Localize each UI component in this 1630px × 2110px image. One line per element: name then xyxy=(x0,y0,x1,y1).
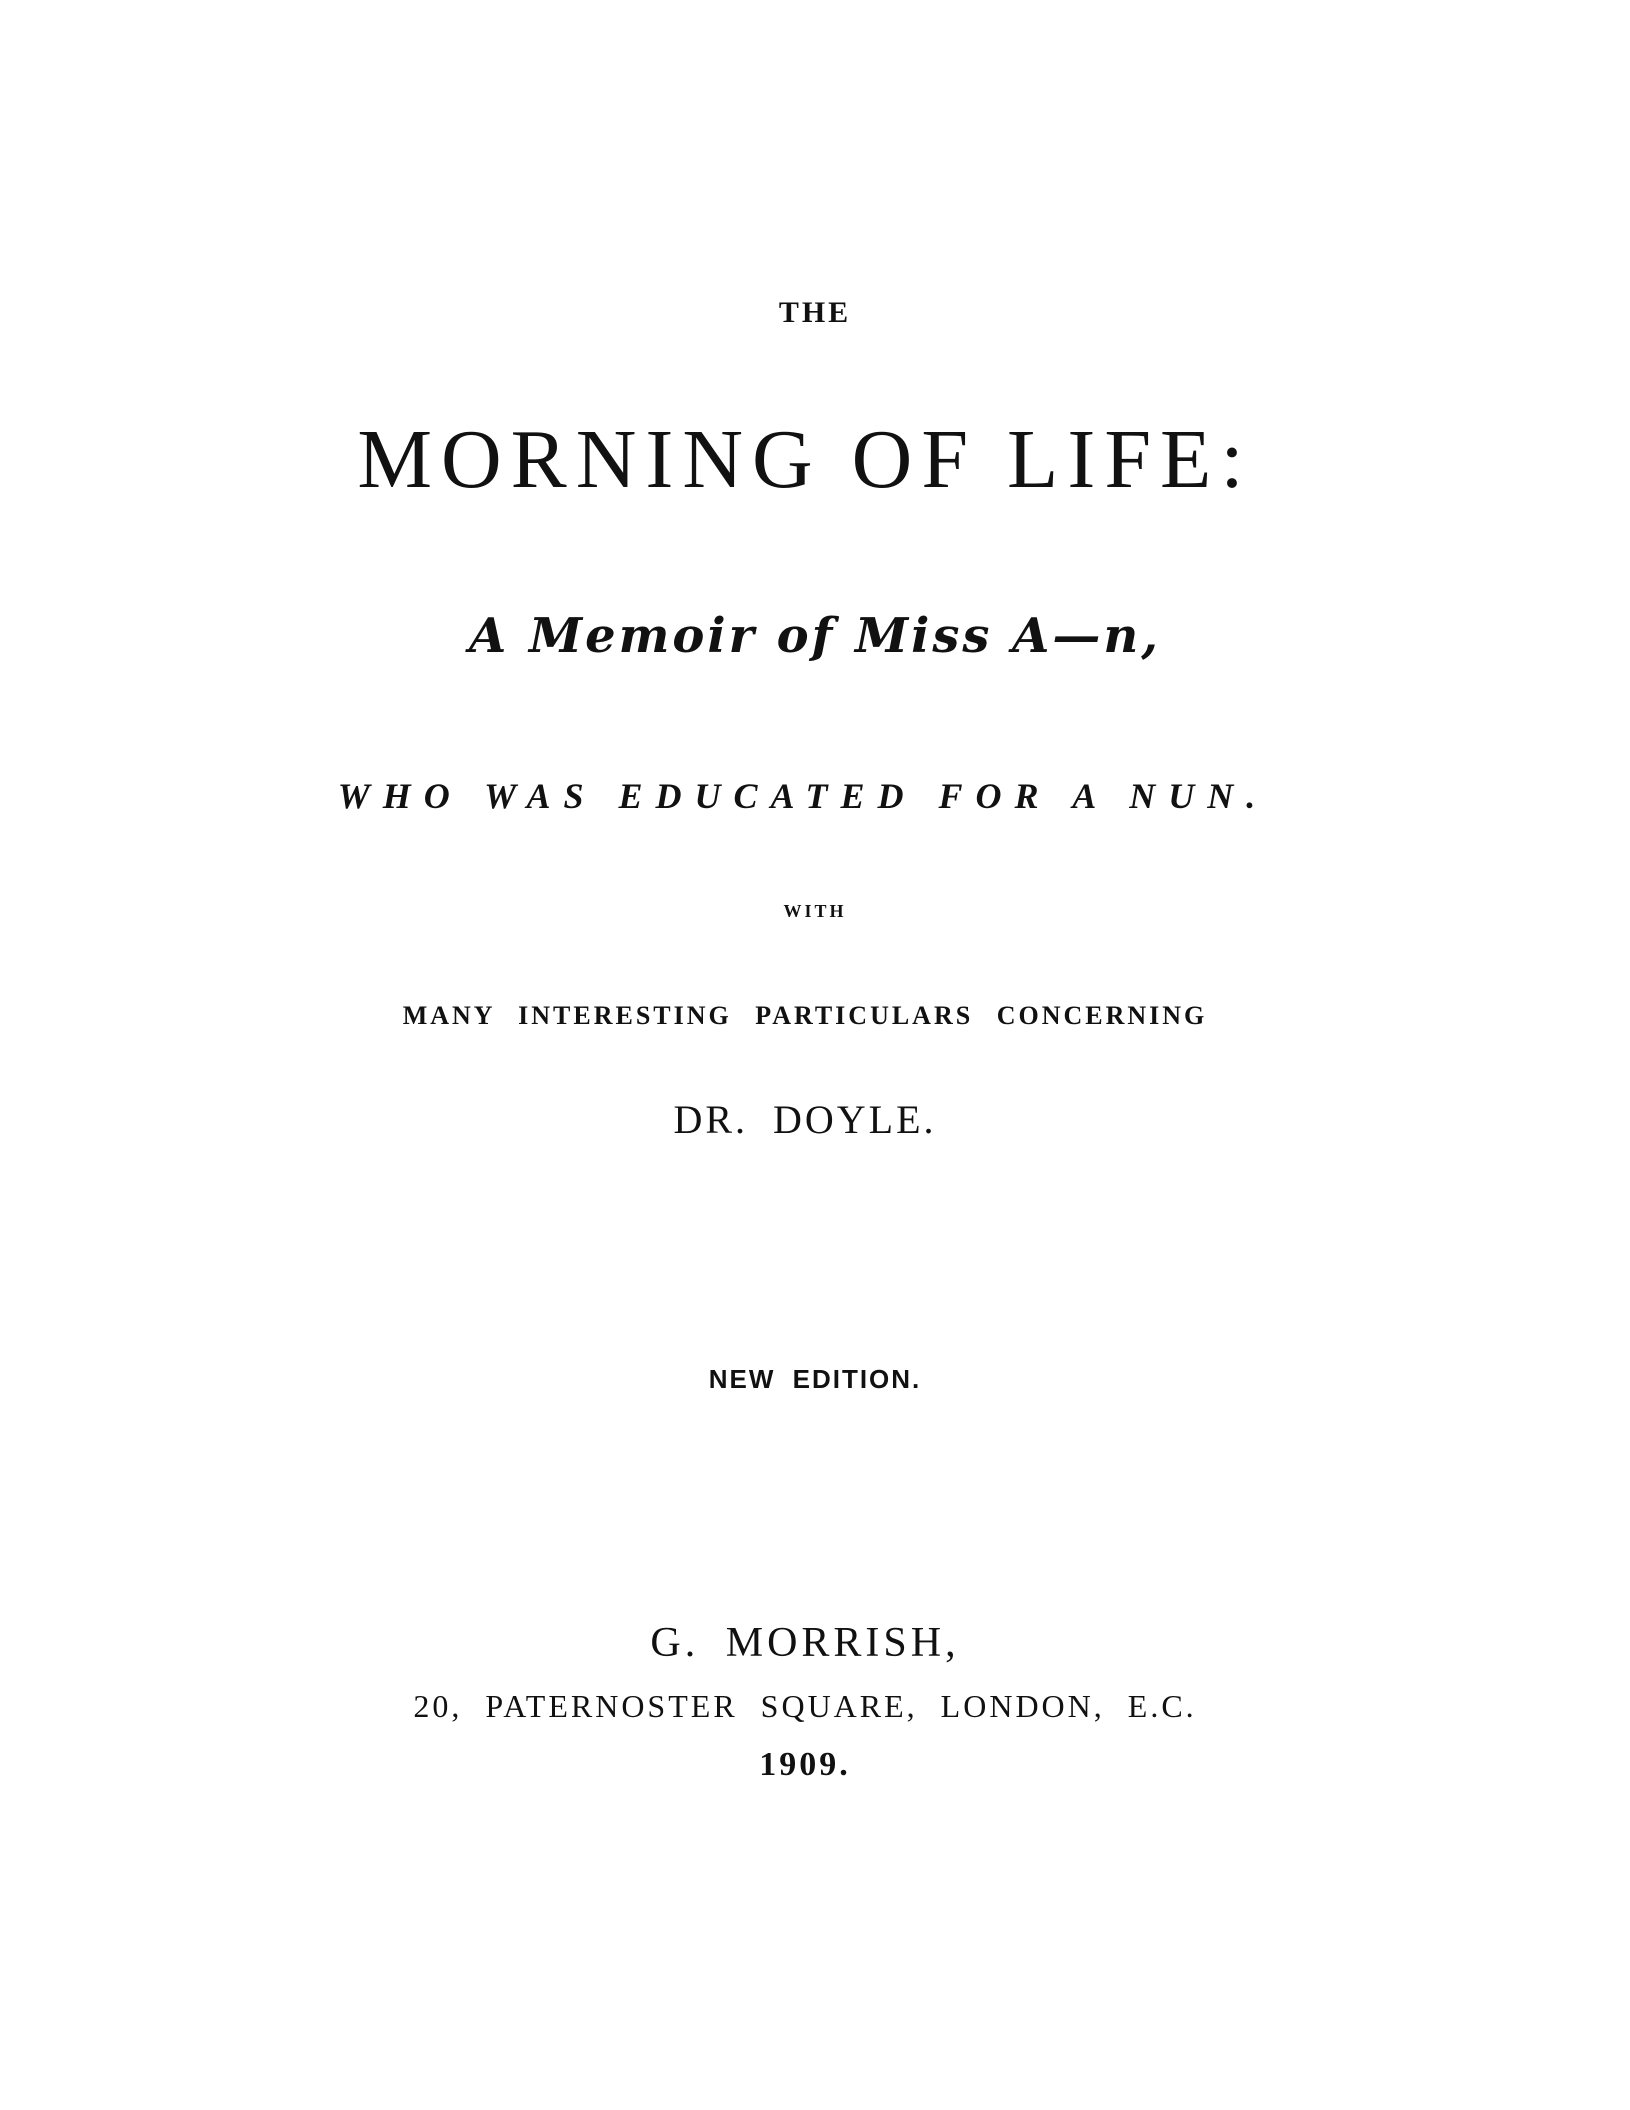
subtitle: A Memoir of Miss A—n, xyxy=(468,608,1161,664)
publication-year: 1909. xyxy=(759,1746,851,1783)
particulars-line: MANY INTERESTING PARTICULARS CONCERNING xyxy=(402,1001,1208,1030)
edition-label: NEW EDITION. xyxy=(708,1364,922,1394)
publisher-address: 20, PATERNOSTER SQUARE, LONDON, E.C. xyxy=(413,1688,1197,1724)
with-line: WITH xyxy=(783,901,847,921)
title-article: THE xyxy=(778,296,852,329)
person-name: DR. DOYLE. xyxy=(673,1097,937,1142)
description-line: WHO WAS EDUCATED FOR A NUN. xyxy=(337,776,1269,816)
main-title: MORNING OF LIFE: xyxy=(357,413,1253,506)
publisher-name: G. MORRISH, xyxy=(650,1620,960,1666)
